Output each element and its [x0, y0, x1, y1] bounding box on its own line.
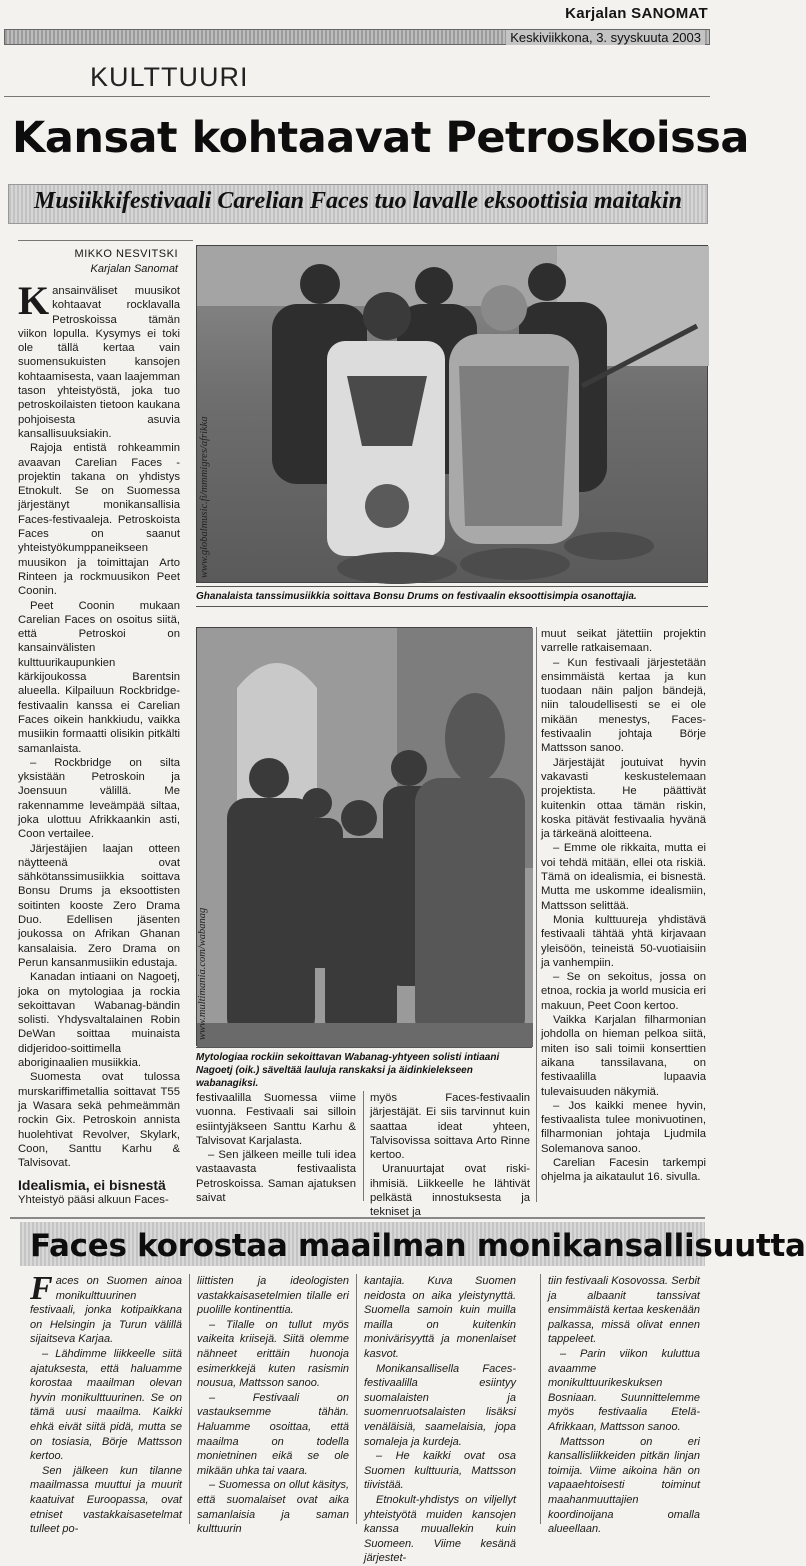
paragraph: – He kaikki ovat osa Suomen kulttuuria, Mattsson tiivistää.	[364, 1450, 516, 1492]
photo-illustration	[197, 628, 533, 1047]
column-rule	[540, 1274, 541, 1524]
paragraph: Kanadan intiaani on Nagoetj, joka on mytologiaa ja rockia sekoittavan Wabanag-bändin solisti. Yhdysvaltalainen Robin DeWan soittaa muinaista didjeridoo-soittimella aboriginaalien musiikkia.	[18, 971, 180, 1070]
main-headline: Kansat kohtaavat Petroskoissa	[12, 113, 749, 163]
paragraph: – Tilalle on tullut myös vaikeita kriisejä. Siitä olemme nähneet erittäin huonoja esimerkkejä kuten rasismin nousua, Mattsson sanoo.	[197, 1318, 349, 1390]
column-rule	[356, 1274, 357, 1524]
paragraph: Etnokult-yhdistys on viljellyt yhteistyötä muiden kansojen kanssa muuallekin kuin Suomeen. Viime kesänä järjestet-	[364, 1493, 516, 1565]
column-rule	[363, 1091, 364, 1201]
paragraph: Carelian Facesin tarkempi ohjelma ja aikataulut 16. sivulla.	[541, 1156, 706, 1184]
paragraph: Monikansallisella Faces-festivaalilla esiintyy suomalaisten ja suomenruotsalaisten lisäksi venäläisiä, saamelaisia, jopa somaleja ja kurdeja.	[364, 1362, 516, 1448]
paragraph: Monia kulttuureja yhdistävä festivaali tähtää yhtä kirjavaan yleisöön, teineistä 50-vuotiaisiin ja vanhempiin.	[541, 913, 706, 969]
bottom-column-4	[548, 1274, 700, 1536]
bottom-headline: Faces korostaa maailman monikansallisuutta	[30, 1228, 806, 1264]
issue-date: Keskiviikkona, 3. syyskuuta 2003	[506, 30, 705, 45]
paragraph: Järjestäjät joutuivat hyvin vakavasti keskustelemaan projektista. He päättivät kuitenkin ottaa tämän riskin, koska pitävät festivaalia hyvänä ja tärkeänä aloitteena.	[541, 756, 706, 841]
article-column-2	[196, 1091, 356, 1211]
paragraph: – Kun festivaali järjestetään ensimmäistä kertaa ja kun tuodaan näin paljon bändejä, niin taloudellisesti se ei ole mikään menestys, Faces-festivaalin johtaja Börje Mattsson sanoo.	[541, 656, 706, 755]
paragraph: Kansainväliset muusikot kohtaavat rocklavalla Petroskoissa tämän viikon lopulla. Kysymys ei toki ole tällä kertaa vain suomensukuisten kansojen kohtaamisesta, vaan laajemman tason yhteistyöstä, joka tuo petroskoilaisten tietoon kaukana pohjoisesta asuvia kansallisuuksiakin.	[18, 278, 181, 440]
paragraph: Yhteistyö pääsi alkuun Faces-	[18, 1194, 169, 1207]
dropcap: F	[30, 1270, 53, 1307]
paragraph: Sen jälkeen kun tilanne maailmassa muuttui ja muurit kaatuivat Euroopassa, ovat etniset vastakkaisasetelmat tulleet po-	[30, 1464, 182, 1536]
paragraph: Vaikka Karjalan filharmonian johdolla on hieman pelkoa siitä, miten iso sali toimii konserttien aikana tanssilavana, on festivaalilla lupaavia tulevaisuuden näkymiä.	[541, 1014, 706, 1098]
newspaper-name: Karjalan SANOMAT	[565, 5, 708, 22]
photo-wabanag	[196, 627, 532, 1046]
paragraph: kantajia. Kuva Suomen neidosta on aika yleistynyttä. Suomella samoin kuin muilla mailla on kuitenkin monivärisyyttä ja monenlaiset kasvot.	[364, 1275, 516, 1360]
article-column-1	[18, 278, 181, 1209]
paragraph: – Parin viikon kuluttua avaamme monikulttuurikeskuksen Bosniaan. Suunnittelemme myös festivaalia Etelä-Afrikkaan, Mattsson sanoo.	[548, 1347, 700, 1433]
caption-rule	[196, 606, 708, 607]
byline-author: MIKKO NESVITSKI	[74, 248, 178, 260]
paragraph: Suomesta ovat tulossa murskariffimetallia soittavat T55 ja Wasara sekä pehmeämmän rockin Gix. Petroskoin annista huolehtivat Revolver, Skylark, Coon, Santtu Karhu & Talvisovat.	[18, 1071, 180, 1170]
paragraph: liittisten ja ideologisten vastakkaisasetelmien tilalle eri puolille kontinenttia.	[197, 1275, 349, 1317]
subheadline-bar	[8, 184, 708, 224]
subheading: Idealismia, ei bisnestä	[18, 1177, 166, 1194]
paragraph: – Rockbridge on silta yksistään Petroskoin ja Joensuun välillä. Me rakennamme leveämpää siltaa, joka ulottuu Afrikkaankin asti, Coon vertailee.	[18, 756, 180, 841]
article-column-4	[541, 627, 706, 1207]
paragraph: – Festivaali on vastauksemme tähän. Haluamme osoittaa, että maailma on todella monietninen eikä se ole mikään uhka tai vaara.	[197, 1391, 349, 1477]
paragraph: Uranuurtajat ovat riski-ihmisiä. Liikkeelle he lähtivät pelkästä innostuksesta ja tekniset ja	[370, 1163, 530, 1219]
date-bar	[4, 29, 710, 45]
photo-caption: Ghanalaista tanssimusiikkia soittava Bonsu Drums on festivaalin eksoottisimpia osanottajia.	[196, 591, 637, 602]
section-title: KULTTUURI	[90, 62, 249, 92]
paragraph: – Jos kaikki menee hyvin, festivaalista tulee monivuotinen, filharmonian johtaja Ljudmila Solemanova sanoo.	[541, 1099, 706, 1155]
column-rule	[536, 627, 537, 1202]
photo-credit: www.multimania.com/wabanag	[197, 907, 208, 1040]
paragraph: – Suomessa on ollut käsitys, että suomalaiset ovat aika samanlaisia ja saman kulttuurin	[197, 1479, 349, 1536]
photo-caption: Mytologiaa rockiin sekoittavan Wabanag-yhtyeen solisti intiaani Nagoetj (oik.) säveltää lauluja ranskaksi ja äidinkielekseen wabanagiksi.	[196, 1052, 500, 1089]
section-rule	[4, 96, 710, 97]
paragraph: festivaalilla Suomessa viime vuonna. Festivaali sai silloin esiintyjäkseen Santtu Karhu & Talvisovat Karjalasta.	[196, 1092, 356, 1147]
paragraph: myös Faces-festivaalin järjestäjät. Ei siis tarvinnut kuin saattaa ideat yhteen, Talvisovissa soittava Arto Rinne kertoo.	[370, 1092, 530, 1162]
paragraph: – Se on sekoitus, jossa on etnoa, rockia ja world musicia eri makuun, Peet Coon kertoo.	[541, 971, 706, 1012]
caption-rule	[196, 586, 708, 587]
column-rule	[189, 1274, 190, 1524]
paragraph: Rajoja entistä rohkeammin avaavan Carelian Faces -projektin takana on yhdistys Etnokult. Se on Suomessa järjestänyt monikansallisia Faces-festivaaleja. Petroskoista Faces on saanut yhteistyökumppaneikseen muusikon ja toimittajan Arto Rinteen ja rockmuusikon Peet Coonin.	[18, 442, 180, 598]
paragraph: Peet Coonin mukaan Carelian Faces on osoitus siitä, että Petroskoi on kansainvälisten kulttuurikaupunkien kärkijoukossa Barentsin alueella. Kilpailuun Rockbridge-festivaalin kanssa ei Carelian Faces oikein hankkiudu, vaikka musiikin formaatti olisikin pitkälti samanlaista.	[18, 599, 180, 755]
paragraph: – Emme ole rikkaita, mutta ei voi tehdä mitään, ellei ota riskiä. Tämä on idealismia, ei bisnestä. Mutta me uskomme idealismiin, Mattsson selittää.	[541, 842, 706, 912]
byline-paper: Karjalan Sanomat	[90, 263, 178, 275]
subheadline: Musiikkifestivaali Carelian Faces tuo lavalle eksoottisia maitakin	[33, 188, 683, 214]
paragraph: muut seikat jätettiin projektin varrelle ratkaisemaan.	[541, 628, 706, 655]
paragraph: tiin festivaali Kosovossa. Serbit ja albaanit tanssivat ensimmäistä kertaa keskenään palkassa, missä olivat ennen tappeleet.	[548, 1275, 700, 1346]
photo-bonsu-drums	[196, 245, 708, 583]
photo-illustration	[197, 246, 709, 584]
paragraph: – Sen jälkeen meille tuli idea vastaavasta festivaalista Petroskoissa. Saman ajatuksen saivat	[196, 1149, 356, 1205]
photo-credit: www.globalmusic.fi/mmmigres/afrikka	[199, 416, 210, 578]
byline-rule	[18, 240, 193, 241]
caption-rule	[196, 1047, 532, 1048]
paragraph: Järjestäjien laajan otteen näytteenä ovat sähkötanssimusiikkia soittava Bonsu Drums ja eksoottisten soitinten kooste Zero Drama Duo. Edellisen jäsenten joukossa on Afrikan Ghanan kansalaisia. Zero Drama on Perun kansanmusiikin edustaja.	[18, 842, 180, 969]
paragraph: Faces on Suomen ainoa monikulttuurinen festivaali, jonka kotipaikkana on Helsingin ja Turun välillä sijaitseva Karjaa.	[30, 1270, 182, 1346]
paragraph: Mattsson on eri kansallisliikkeiden pitkän linjan toimija. Viime aikoina hän on vapaaehtoisesti toiminut maahanmuuttajien koordinoijana omalla alueellaan.	[548, 1435, 700, 1536]
bottom-column-3	[364, 1274, 516, 1565]
article-column-3	[370, 1091, 530, 1219]
bottom-column-1	[30, 1270, 182, 1536]
paragraph: – Lähdimme liikkeelle siitä ajatuksesta, että haluamme korostaa maailman olevan hyvin monikulttuurinen. Se on tämä uusi maailma. Kaikki ehkä eivät siitä pidä, mutta se on tosiasia, Börje Mattsson kertoo.	[30, 1347, 182, 1463]
dropcap: K	[18, 278, 50, 323]
bottom-column-2	[197, 1274, 349, 1536]
